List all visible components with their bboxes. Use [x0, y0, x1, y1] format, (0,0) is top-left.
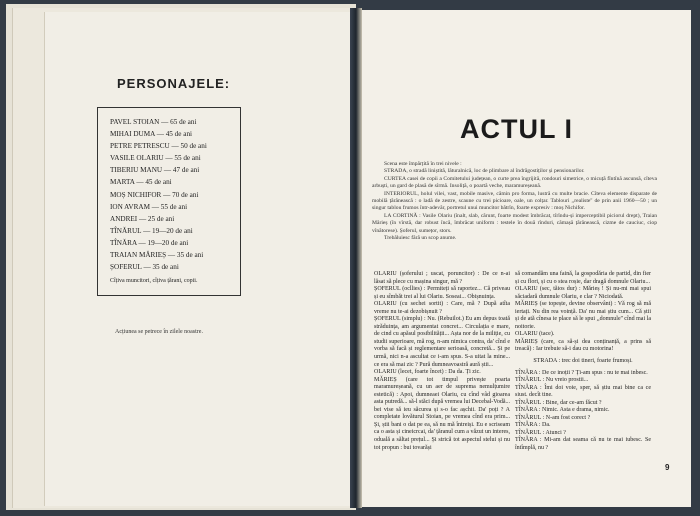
cast-item: VASILE OLARIU — 55 de ani — [110, 154, 201, 163]
dialogue-line: TÎNĂRA : Îmi doi voie, sper, să știu mai bine ca ce siust. decît tine. — [515, 384, 651, 399]
dialogue-line: TÎNĂRA : Nimic. Asta e drama, nimic. — [515, 407, 610, 414]
cast-item: ȘOFERUL — 35 de ani — [110, 263, 179, 272]
cast-item: TRAIAN MĂRIEȘ — 35 de ani — [110, 251, 204, 260]
dialogue-line: OLARIU (șoferului ; uscat, poruncitor) : De ce n-ai lăsat să plece cu mașina singur, mă ? — [374, 271, 510, 285]
dialogue-line: ȘOFERUL (ocllies) : Permiteți să raportez... Că priveau și eu sîmbăt trei al lui Olariu. Soseai... Obișnuința. — [374, 286, 510, 300]
dialogue-line: TÎNĂRA : Da. — [515, 422, 551, 429]
page-number: 9 — [665, 463, 670, 472]
stage-paragraph: STRADA, o stradă liniștită, lăturalnică, loc de plimbare al îndrăgostiților și pensionarilor. — [384, 168, 585, 175]
dialogue-column-left — [374, 271, 510, 452]
cast-item: TÎNĂRA — 19—20 de ani — [110, 238, 189, 247]
cast-extras: Cîțiva muncitori, cîțiva țărani, copii. — [110, 278, 198, 285]
dialogue-line: OLARIU (sec, tăios dur) : Mărieș ! Și nu-mi mai spui săciadară dumnule Olariu, e clar ? Niciodată. — [515, 286, 651, 300]
dialogue-line: MĂRIEȘ (se topește, devine observânt) : Vă rog să mă iertați. Nu din rea voință. Da' nu mai știu cum... Că știi și de ată cînesa ie place să le spui ,,domnule'' cînd mai la noitorie. — [515, 301, 651, 330]
act-title: ACTUL I — [460, 114, 573, 144]
stage-paragraph: INTERIORUL, holul vilei, vast, mobile masive, cămin pro forma, lustră cu multe bracie. Cîteva elemente disparate de mobilă țărănească : o ladă de zestre, scaune cu trei picioare, oale, un colțar. Tablouri ,,realiste'' de prin anii 1960—50 ; un singur tablou frumos într-adevăr, portretul unui muncitor bătrîn, foarte expresiv : moș Nichifor. — [372, 190, 657, 212]
cast-list — [110, 116, 235, 287]
dialogue-line: ȘOFERUL (simplu) : Nu. (Rebuilot.) Eu am depus toată străduința, am argumentat concret... Circulația e mare, de cind cu apăsul posibilității... Așta nor de la miliție, cu studii superioare, mă rog, n-am nimica contra, da' cînd e vorba să facă și reglementare serioasă, concretă... Și pe urmă, nici n-a ascultat ce i-am spus. S-a uitat la mine... ce era să mai zic ? Pură dumneavoastră aură știi... — [374, 316, 510, 368]
book-spine — [350, 8, 362, 508]
cast-item: MIHAI DUMA — 45 de ani — [110, 130, 193, 139]
dialogue-line: OLARIU (cu sechei sortit) : Care, mă ? După atîta vreme nu te-ai dezobișnuit ? — [374, 301, 510, 315]
stage-direction-street: STRADA : trec doi tineri, foarte frumoși. — [533, 358, 633, 365]
stage-directions — [372, 161, 657, 242]
setting-note: Acțiunea se petrece în zilele noastre. — [115, 329, 203, 335]
stage-paragraph: LA CORTINĂ : Vasile Olariu (înalt, slab, cărunt, foarte modest îmbrăcat, tîrîndu-și imperceptibil piciorul drept), Traian Mărieș (în vîrstă, dar robust încă, îmbrăcat uniform : testele în două rînduri, cămașă țărănească, cizme de cauciuc, ciop vînătorese). Șoferul, sumețor, stors. — [372, 212, 657, 234]
dialogue-line: OLARIU (tace). — [515, 331, 555, 338]
dialogue-line: TÎNĂRUL : N-am fost corect ? — [515, 414, 591, 421]
cast-item: TÎNĂRUL — 19—20 de ani — [110, 226, 193, 235]
dialogue-line: TÎNĂRUL : Atunci ? — [515, 429, 566, 436]
dialogue-line: MĂRIEȘ (care, ca să-și dea conținanță, a prins să treacă) : Iar trebuie să-i dau cu motorina! — [515, 338, 651, 353]
cast-heading: PERSONAJELE: — [117, 76, 231, 91]
dialogue-line: TÎNĂRUL : Nu vreio prostii... — [515, 377, 589, 384]
cast-item: ION AVRAM — 55 de ani — [110, 202, 188, 211]
cast-item: PAVEL STOIAN — 65 de ani — [110, 118, 197, 126]
cast-item: PETRE PETRESCU — 50 de ani — [110, 142, 207, 151]
cast-item: MARTA — 45 de ani — [110, 178, 172, 187]
cast-item: ANDREI — 25 de ani — [110, 214, 175, 223]
stage-paragraph: Scena este împărțită în trei nivele : — [384, 161, 462, 167]
dialogue-line: MĂRIEȘ (care tot timpul privește poarta maramureșeană, cu un aer de suprema nemulțumire estetică) : Apoi, dumneaei Olariu, cu cînd vâd gioarea asta putredă... să-l stăci după vremea lui Decebal-Vodă... bei vise să ieu săcurea și s-o fac așchii. Da' poți ? A completate lovăturul Stoian, pe vremea cînd era prim... Și, știi bani o dat pe ea, să nu mă întreiși. Eu e scriseam ca o asta și cineicrcai, da' țăranul cum a văzut un interes, oduală a săltat prețul... Și strică tot aspectul stelui și nu tot propun : bui tovarăși — [374, 376, 511, 451]
dialogue-column-right — [515, 271, 651, 453]
cast-item: TIBERIU MANU — 47 de ani — [110, 166, 200, 175]
dialogue-line: OLARIU (lecet, foarte încet) : Da da. Ți zic. — [374, 369, 481, 376]
cast-item: MOȘ NICHIFOR — 70 de ani — [110, 190, 199, 199]
dialogue-line: să comandăm una faină, la gospodăria de partid, din fier și cu flori, și cu o stea roșie, dar dragă domnule Olariu... — [515, 271, 651, 285]
stage-paragraph: Trebăluiesc fără un scop anume. — [384, 235, 457, 242]
stage-paragraph: CURTEA casei de copii a Comitetului județean, o curte prea îngrijită, rondouri simetrice, o micuță fîntînă ascunsă, cîteva arbuști, un gard de plasă de sîrmă. Insoliță, o poartă veche, maramureșeană. — [372, 175, 657, 190]
dialogue-line: TÎNĂRA : Mi-am dat seama că nu te mai iubesc. Se întîmplă, nu ? — [515, 437, 651, 452]
dialogue-line: TÎNĂRA : De ce inoții ? Ți-am spus : nu te mai inbesc. — [515, 369, 648, 376]
dialogue-line: TÎNĂRUL : Bine, dar ce-am făcut ? — [515, 399, 602, 406]
